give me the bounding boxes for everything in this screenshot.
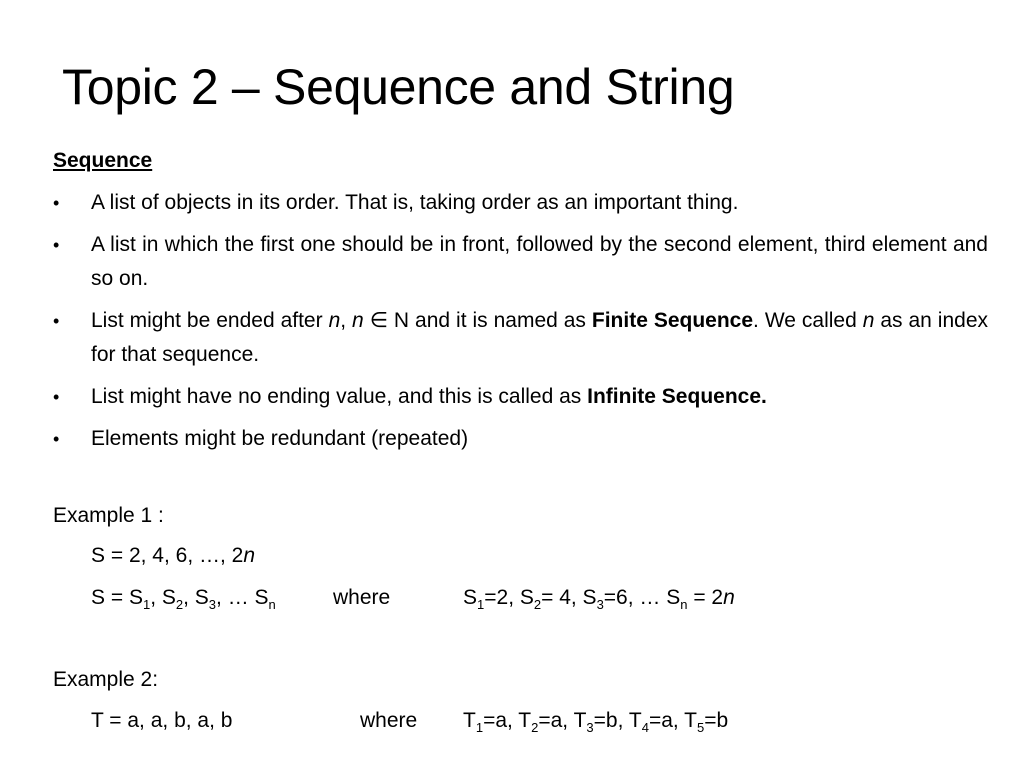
rhs-s1-value: =2, S [484,586,534,609]
s-comma-1: , S [150,586,176,609]
element-of-symbol: ∈ [369,309,388,332]
finite-sequence-term: Finite Sequence [591,309,754,332]
bullet-item-1 [53,186,988,220]
bullet-3-n-2: n [352,309,364,332]
example-1-where: where [333,586,391,609]
t-value-3: =b, T [593,709,642,732]
s-sub-1: 1 [142,597,151,613]
s-sub-2: 2 [175,597,184,613]
slide-title: Topic 2 – Sequence and String [62,59,735,115]
rhs-n-italic: n [723,586,735,609]
bullet-item-4 [53,380,988,414]
example-2-title: Example 2: [53,668,159,691]
t-sub-5: 5 [697,720,705,736]
bullet-text-1: • A list of objects in its order. That is, taking order as an important thing. [91,191,739,214]
rhs-s3-value: =6, … S [603,586,681,609]
t-value-1: =a, T [483,709,532,732]
s-sub-n: n [268,597,276,613]
example-2-right [463,708,729,736]
bullet-text-5: • Elements might be redundant (repeated) [91,427,469,450]
s-ellipsis: , … S [216,586,269,609]
example-1-line-2-right [463,585,735,613]
infinite-sequence-term: Infinite Sequence. [587,385,767,408]
t-sub-2: 2 [531,720,539,736]
bullet-item-3 [53,304,988,372]
bullet-4-before-term: List might have no ending value, and this is called as [91,385,588,408]
t-sub-4: 4 [641,720,649,736]
bullet-list [53,186,988,464]
bullet-3-part-1: List might be ended after [91,309,329,332]
rhs-s2-value: = 4, S [541,586,597,609]
bullet-3-ending: as an index for that sequence. [91,309,988,366]
bullet-3-n-1: n [328,309,341,332]
example-1-title: Example 1 : [53,504,164,527]
rhs-s3-sub: 3 [596,597,604,613]
bullet-text-4 [91,380,988,414]
example-1-line-1-prefix: S = 2, 4, 6, …, 2 [91,544,244,567]
rhs-sn-value: = 2 [687,586,724,609]
example-1-line-2-left [91,585,276,613]
t-sub-3: 3 [586,720,594,736]
example-1-line-1-n: n [243,544,256,567]
t-value-2: =a, T [538,709,587,732]
t-value-5: =b [704,709,729,732]
bullet-text-3 [91,304,988,372]
example-2-where: where [360,709,418,732]
rhs-s1-label: S [463,586,478,609]
rhs-sn-sub: n [680,597,688,613]
bullet-3-n-3: n [862,309,875,332]
rhs-s1-sub: 1 [477,597,485,613]
t-sub-1: 1 [475,720,484,736]
t-label: T [463,709,476,732]
bullet-text-2: • A list in which the first one should be in front, followed by the second element, third element and so on. [91,233,988,290]
bullet-item-5 [53,422,988,456]
t-value-4: =a, T [648,709,698,732]
bullet-3-naturals-phrase: N and it is named as [387,309,592,332]
bullet-3-after-term: . We called [753,309,863,332]
bullet-item-2 [53,228,988,296]
example-2-left: T = a, a, b, a, b [91,709,233,732]
rhs-s2-sub: 2 [533,597,542,613]
s-equals-label: S = S [91,586,143,609]
s-sub-3: 3 [208,597,217,613]
s-comma-2: , S [183,586,209,609]
example-1-line-1 [91,543,255,568]
bullet-3-comma: , [340,309,353,332]
section-heading: Sequence [53,149,153,172]
